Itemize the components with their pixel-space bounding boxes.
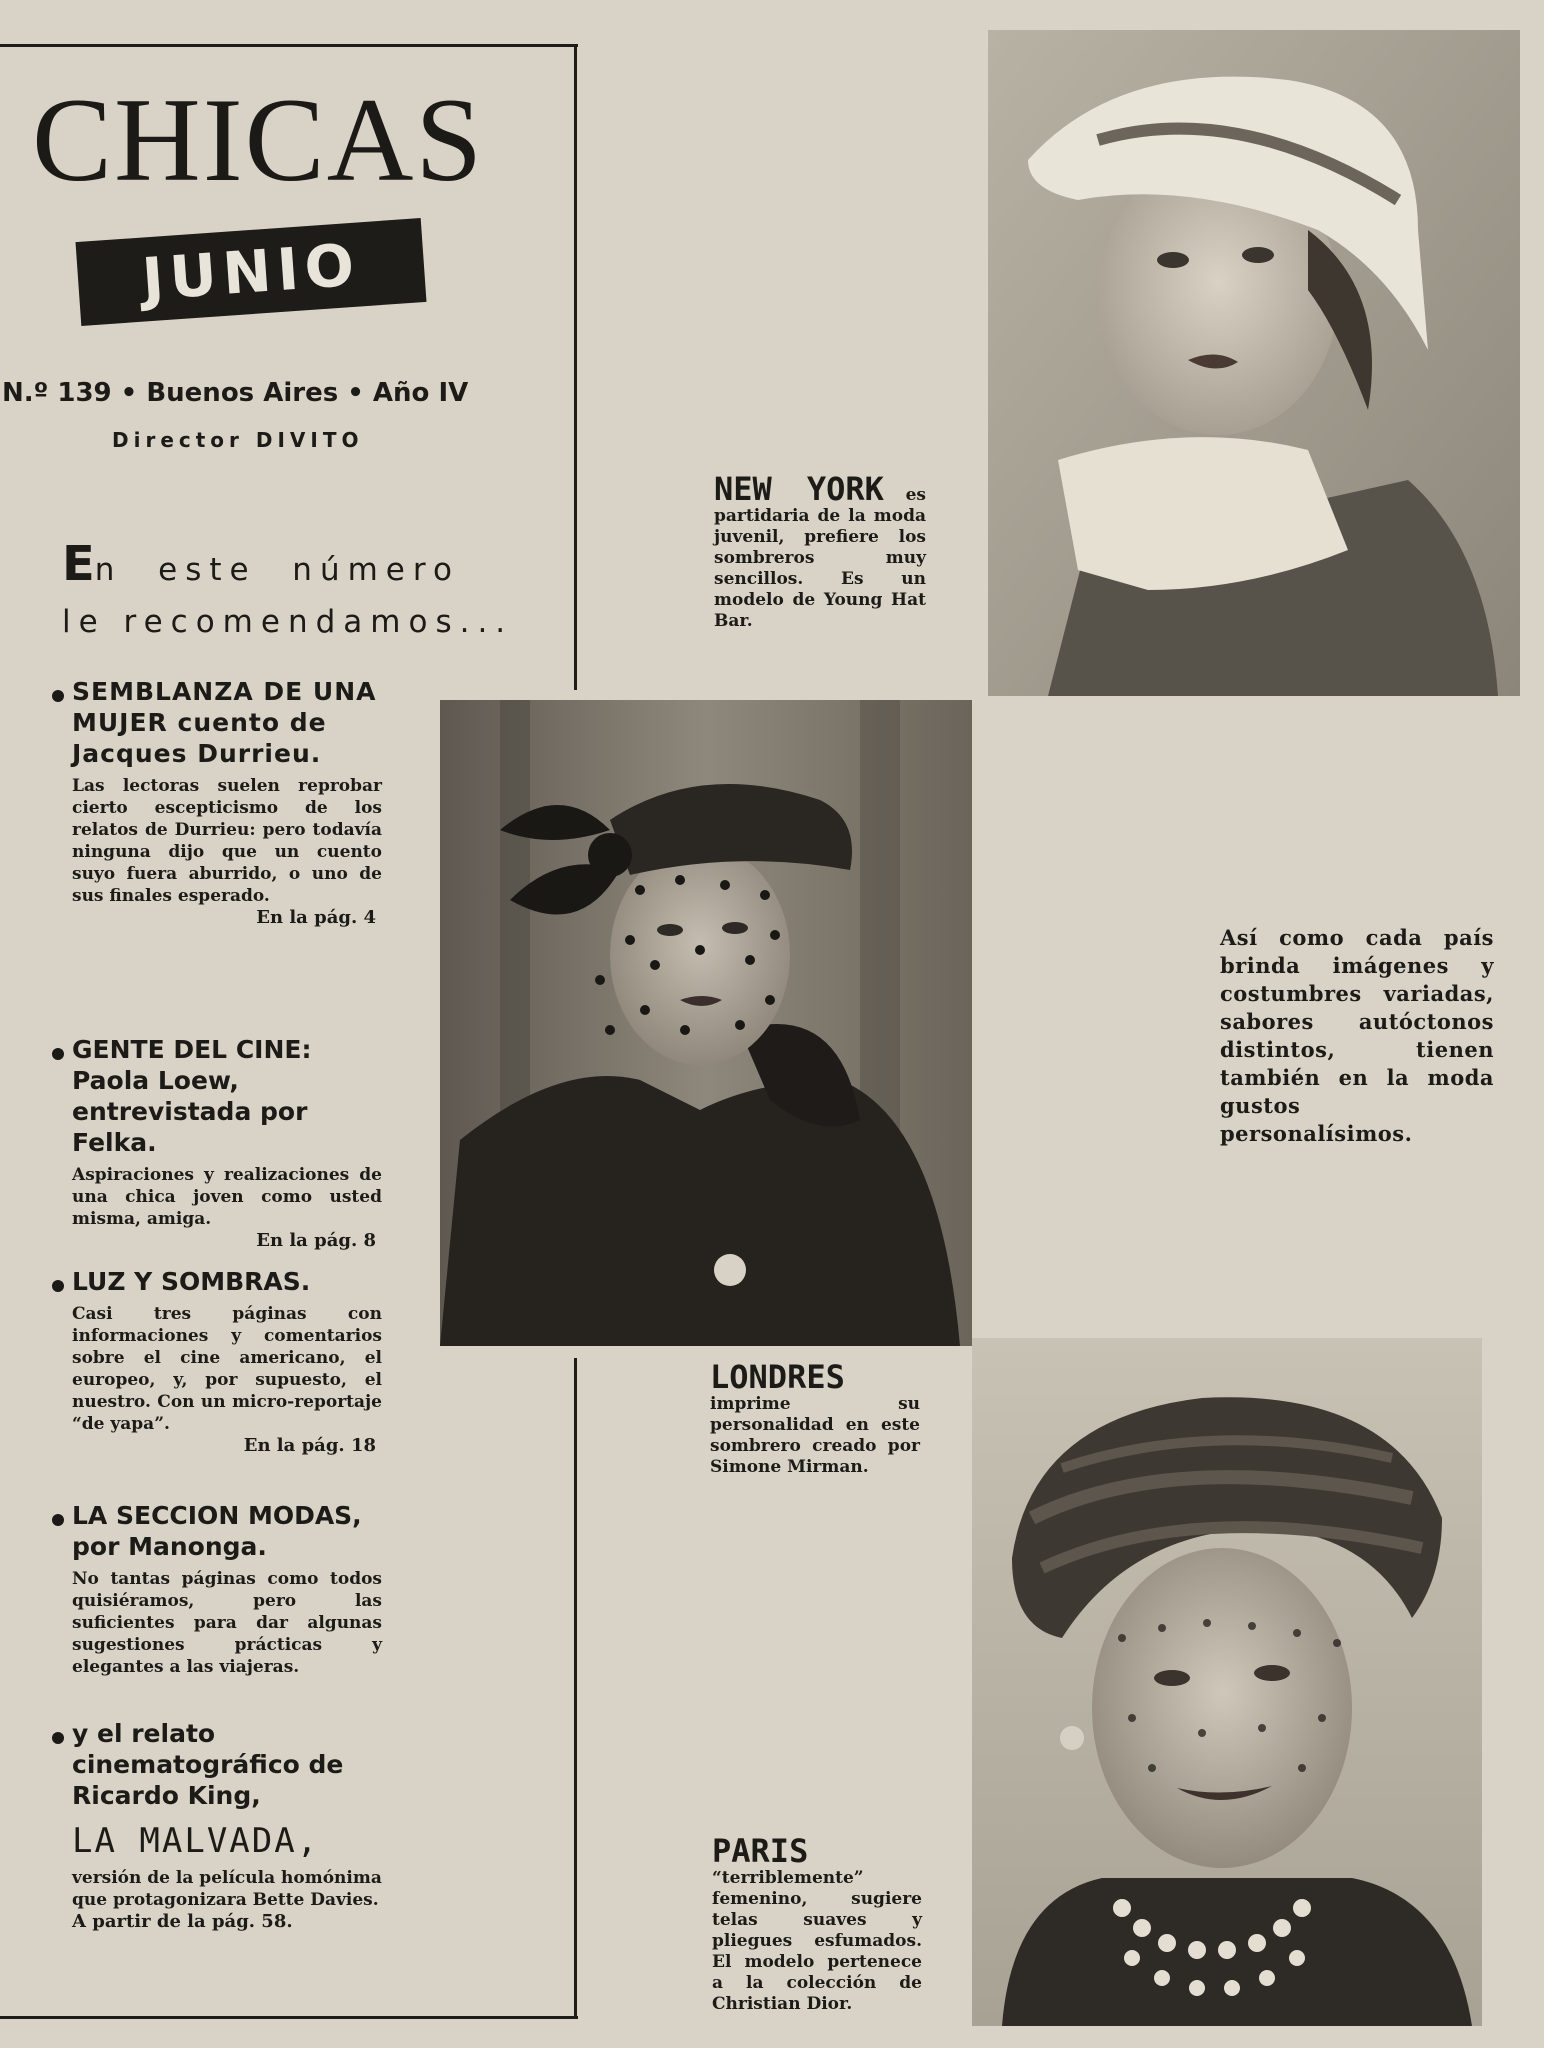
toc-item-body: Aspiraciones y realizaciones de una chica joven como usted misma, amiga. bbox=[72, 1165, 382, 1229]
toc-item-body: Casi tres páginas con informaciones y comentarios sobre el cine americano, el europeo, y, por supuesto, el nuestro. Con un micro-reportaje “de yapa”. bbox=[72, 1304, 382, 1434]
intro-paragraph: Así como cada país brinda imágenes y costumbres variadas, sabores autóctonos distintos, tienen también en la moda gustos personalísimos. bbox=[1220, 925, 1494, 1146]
photo-new-york-model bbox=[988, 30, 1520, 696]
toc-item-heading: SEMBLANZA DE UNA MUJER cuento de Jacques Durrieu. bbox=[72, 677, 377, 768]
magazine-title: CHICAS bbox=[32, 73, 485, 206]
director-line: Director DIVITO bbox=[112, 428, 364, 452]
toc-item-luz-y-sombras bbox=[72, 1266, 382, 1456]
caption-new-york bbox=[714, 470, 926, 632]
recommend-line-2: le recomendamos... bbox=[62, 604, 514, 640]
toc-item-heading: LUZ Y SOMBRAS. bbox=[72, 1267, 311, 1296]
bullet-icon bbox=[52, 1514, 64, 1526]
caption-city-new-york: NEW YORK bbox=[714, 470, 884, 508]
bullet-icon bbox=[52, 1048, 64, 1060]
toc-item-body: Las lectoras suelen reprobar cierto escepticismo de los relatos de Durrieu: pero todavía ninguna dijo que un cuento suyo fuera aburrido, o uno de sus finales esperado. bbox=[72, 776, 382, 906]
caption-text-londres: imprime su personalidad en este sombrero creado por Simone Mirman. bbox=[710, 1394, 920, 1477]
caption-paris bbox=[712, 1832, 922, 2015]
toc-item-page: En la pág. 4 bbox=[256, 907, 376, 928]
story-title: LA MALVADA, bbox=[72, 1821, 320, 1861]
caption-text-paris: “terriblemente” femenino, sugiere telas suaves y pliegues esfumados. El modelo pertenece a la colección de Christian Dior. bbox=[712, 1868, 922, 2014]
toc-item-heading: GENTE DEL CINE: Paola Loew, entrevistada por Felka. bbox=[72, 1035, 312, 1157]
issue-month-badge: JUNIO bbox=[75, 218, 426, 326]
toc-item-page: A partir de la pág. 58. bbox=[72, 1911, 293, 1932]
frame-bottom-line bbox=[0, 2016, 578, 2019]
caption-city-londres: LONDRES bbox=[710, 1358, 845, 1396]
toc-item-page: En la pág. 8 bbox=[256, 1230, 376, 1251]
drop-initial: E bbox=[62, 536, 95, 592]
issue-info: N.º 139 • Buenos Aires • Año IV bbox=[2, 378, 469, 408]
frame-right-line-lower bbox=[574, 1358, 577, 2018]
photo-paris-model bbox=[972, 1338, 1482, 2026]
caption-londres bbox=[710, 1358, 920, 1478]
caption-text-new-york: es partidaria de la moda juvenil, prefiere los sombreros muy sencillos. Es un modelo de Young Hat Bar. bbox=[714, 485, 926, 631]
frame-top-line bbox=[0, 44, 578, 47]
toc-item-body: No tantas páginas como todos quisiéramos, pero las suficientes para dar algunas sugestiones prácticas y elegantes a las viajeras. bbox=[72, 1569, 382, 1677]
recommend-heading bbox=[62, 538, 513, 648]
toc-item-heading: y el relato cinematográfico de Ricardo King, bbox=[72, 1719, 344, 1810]
bullet-icon bbox=[52, 1280, 64, 1292]
bullet-icon bbox=[52, 690, 64, 702]
caption-city-paris: PARIS bbox=[712, 1832, 809, 1870]
toc-item-page: En la pág. 18 bbox=[243, 1435, 376, 1456]
toc-item-body: versión de la película homónima que protagonizara Bette Davies. bbox=[72, 1868, 382, 1910]
recommend-line-1: n este número bbox=[94, 552, 460, 588]
toc-item-gente-del-cine bbox=[72, 1034, 382, 1251]
toc-item-semblanza bbox=[72, 676, 382, 928]
toc-item-heading: LA SECCION MODAS, por Manonga. bbox=[72, 1501, 362, 1561]
frame-right-line-upper bbox=[574, 44, 577, 690]
photo-londres-model bbox=[440, 700, 972, 1346]
toc-item-seccion-modas bbox=[72, 1500, 382, 1678]
toc-item-la-malvada bbox=[72, 1718, 382, 1932]
bullet-icon bbox=[52, 1732, 64, 1744]
